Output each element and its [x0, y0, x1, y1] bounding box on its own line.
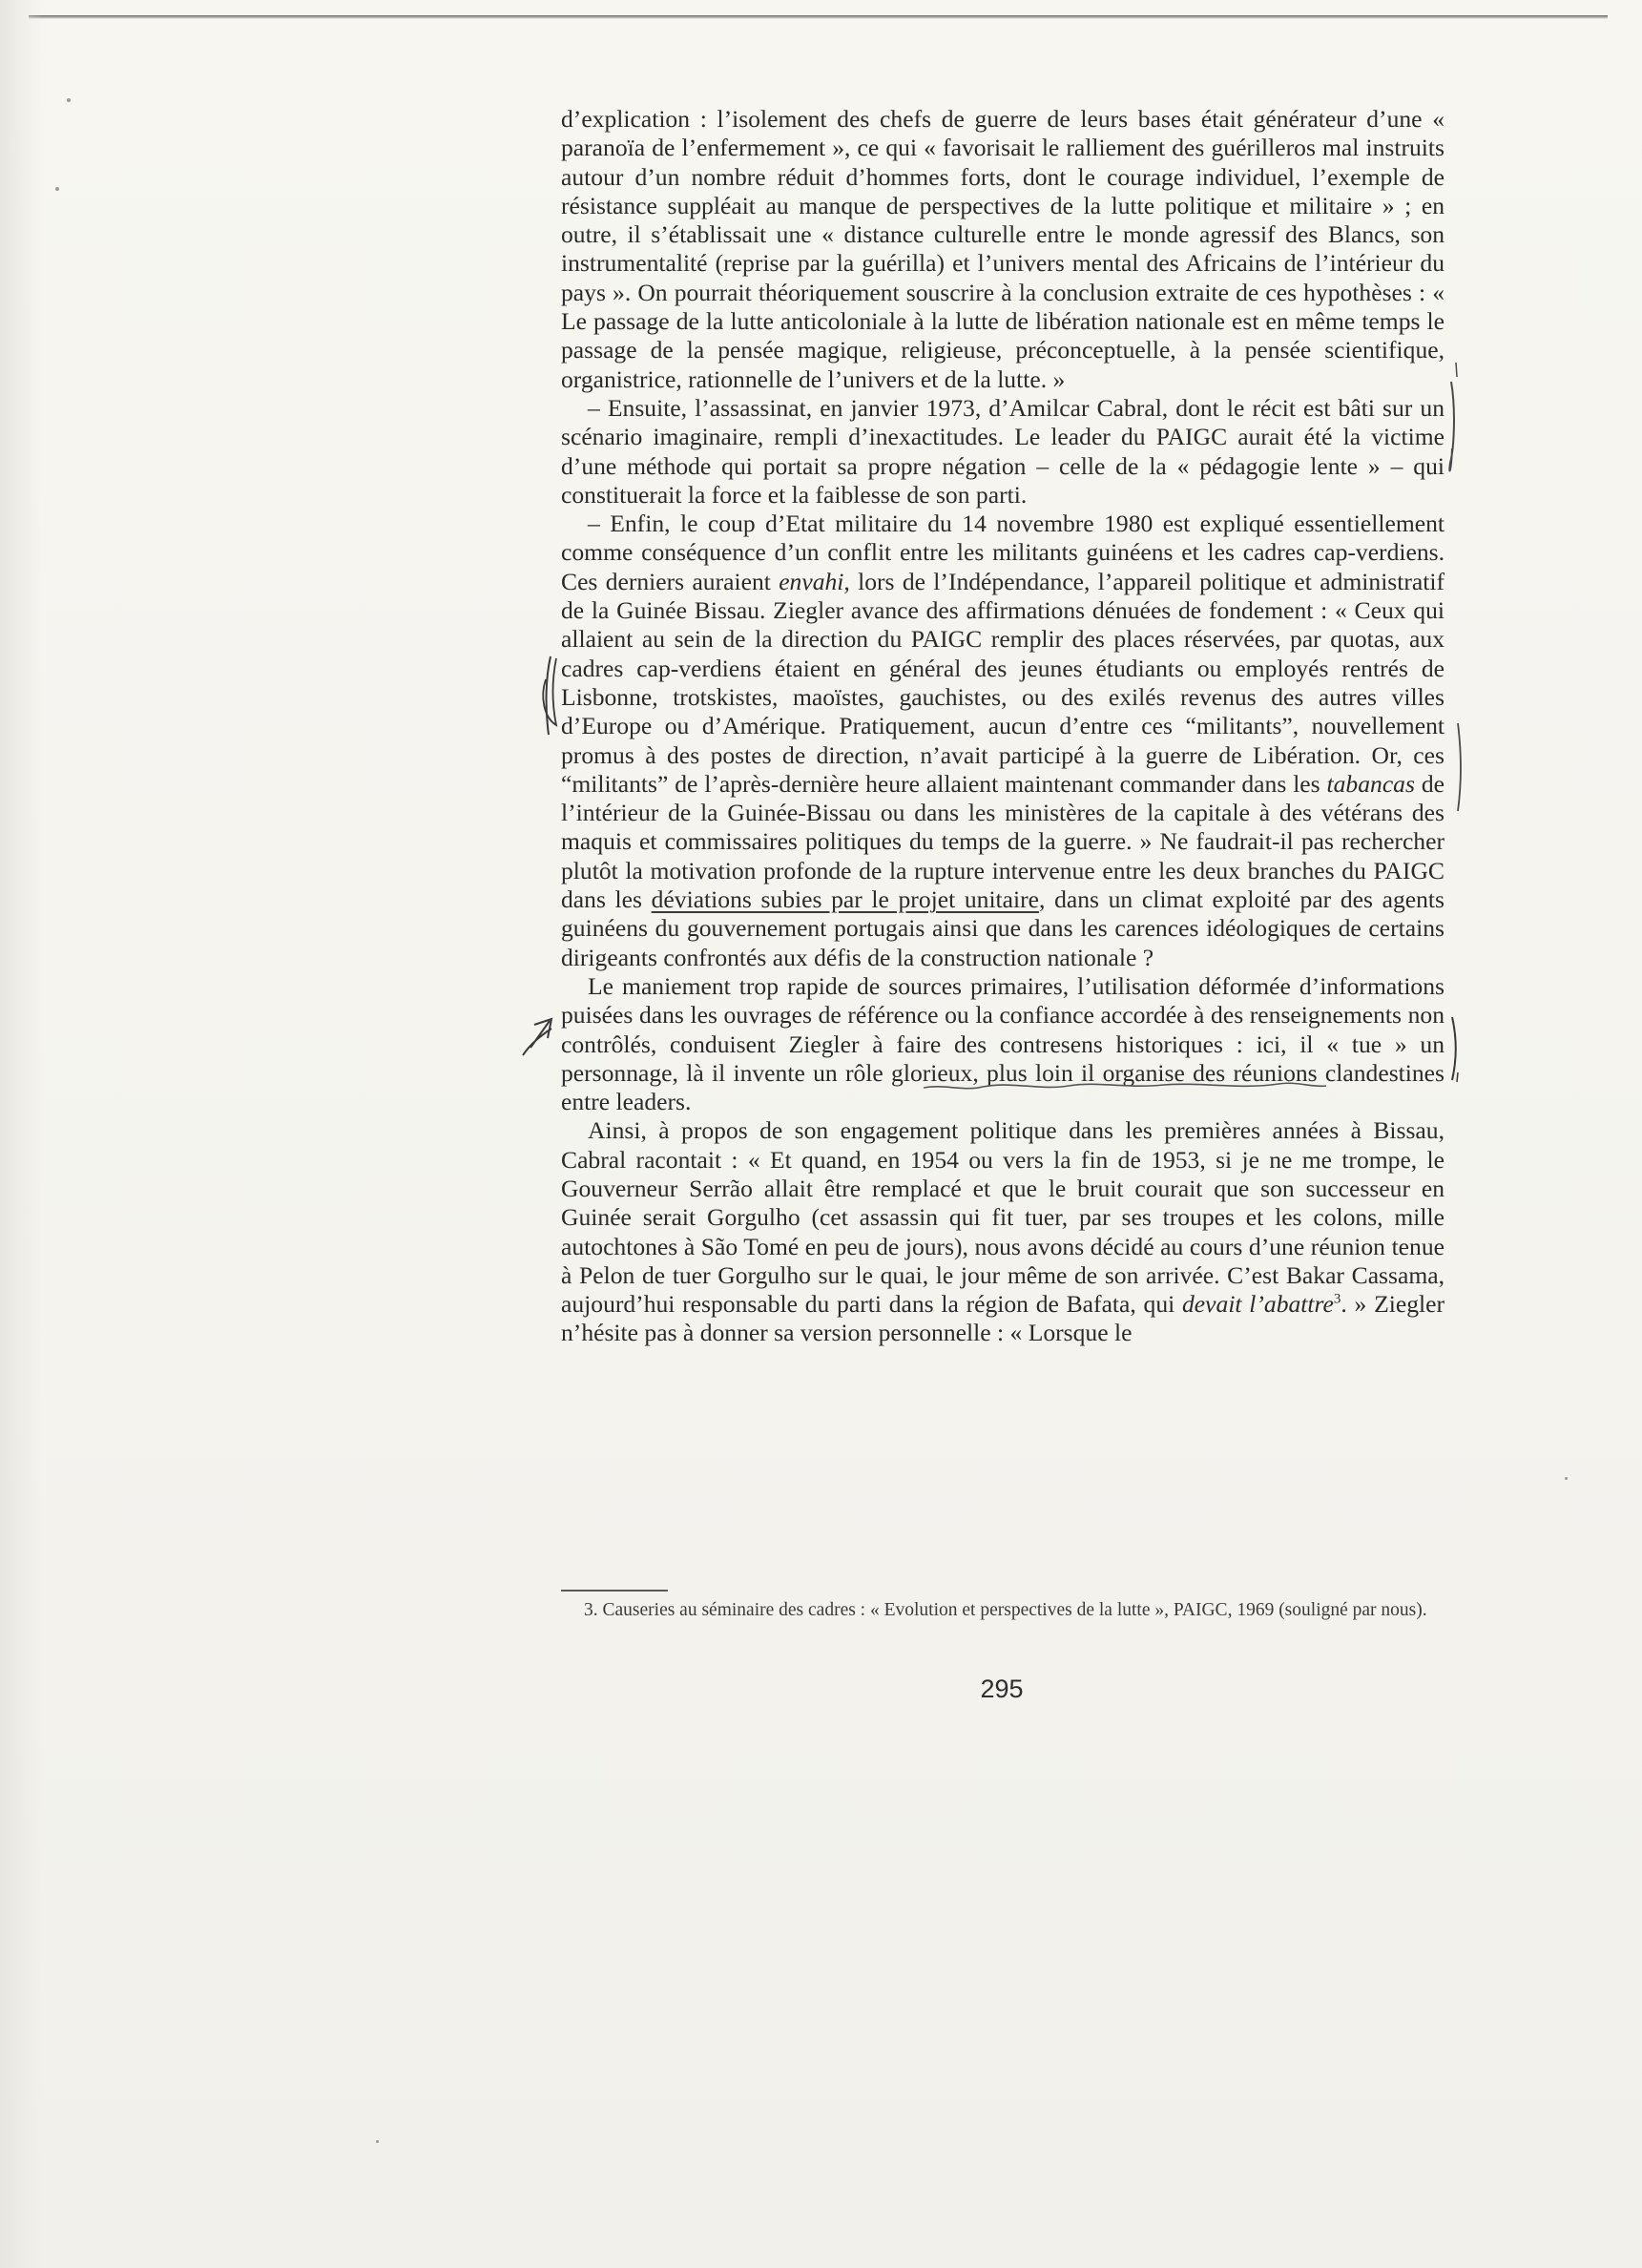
paper-speck — [1565, 1477, 1568, 1480]
paper-speck — [376, 2140, 379, 2143]
margin-bracket-right-2 — [1458, 723, 1461, 811]
page-number: 295 — [980, 1675, 1024, 1703]
paragraph-5-text-b: . » Ziegler n’hésite pas à donner sa version personnelle : « Lorsque le — [561, 1290, 1445, 1347]
margin-bracket-right-1 — [1449, 382, 1454, 470]
footnote-text: 3. Causeries au séminaire des cadres : « Evolution et perspectives de la lutte », PAIGC, 1969 (souligné par nous). — [584, 1600, 1427, 1620]
italic-envahi: envahi, — [779, 567, 850, 595]
margin-tick-right-3 — [1457, 1072, 1458, 1082]
page-top-edge — [29, 15, 1608, 19]
paragraph-3-text-c: de l’intérieur de la Guinée-Bissau ou dans les ministères de la capitale à des vétérans des maquis et commissaires politiques du temps de la guerre. » Ne faudrait-il pas rechercher plutôt la motivation profonde de la rupture intervenue entre les deux branches du PAIGC dans les — [561, 769, 1445, 914]
underlined-phrase: déviations subies par le projet unitaire — [651, 885, 1040, 914]
paragraph-2: – Ensuite, l’assassinat, en janvier 1973, d’Amilcar Cabral, dont le récit est bâti sur un scénario imaginaire, rempli d’inexactitudes. Le leader du PAIGC aurait été la victime d’une méthode qui portait sa propre négation – celle de la « pédagogie lente » – qui constituerait la force et la faiblesse de son parti. — [561, 393, 1445, 509]
footnote — [561, 1599, 1445, 1622]
page-left-shadow — [0, 0, 42, 2268]
paragraph-5-text-a: Ainsi, à propos de son engagement politique dans les premières années à Bissau, Cabral racontait : « Et quand, en 1954 ou vers la fin de 1953, si je ne me trompe, le Gouverneur Serrão allait être remplacé et que le bruit courait que son successeur en Guinée serait Gorgulho (cet assassin qui fit tuer, par ses troupes et les colons, mille autochtones à São Tomé en peu de jours), nous avons décidé au cours d’une réunion tenue à Pelon de tuer Gorgulho sur le quai, le jour même de son arrivée. C’est Bakar Cassama, aujourd’hui responsable du parti dans la région de Bafata, qui — [561, 1116, 1445, 1319]
margin-bracket-right-3 — [1452, 1017, 1456, 1080]
paragraph-3-text-a: – Enfin, le coup d’Etat militaire du 14 novembre 1980 est expliqué essentiellement comme conséquence d’un conflit entre les militants guinéens et les cadres cap-verdiens. Ces derniers auraient — [561, 510, 1445, 595]
paper-speck — [67, 98, 71, 102]
paragraph-3-text-d: , dans un climat exploité par des agents guinéens du gouvernement portugais ainsi que dans les carences idéologiques de certains dirigeants confrontés aux défis de la construction nationale ? — [561, 885, 1445, 971]
margin-bracket-right-1b — [1456, 363, 1457, 377]
italic-devait-labattre: devait l’abattre — [1182, 1290, 1334, 1319]
paragraph-3-text-b: lors de l’Indépendance, l’appareil politique et administratif de la Guinée Bissau. Ziegler avance des affirmations dénuées de fondement : « Ceux qui allaient au sein de la direction du PAIGC remplir des places réservées, par quotas, aux cadres cap-verdiens étaient en général des jeunes étudiants ou employés rentrés de Lisbonne, trotskistes, maoïstes, gauchistes, ou des exilés revenus des autres villes d’Europe ou d’Amérique. Pratiquement, aucun d’entre ces “militants”, nouvellement promus à des postes de direction, n’avait participé à la guerre de Libération. Or, ces “militants” de l’après-dernière heure allaient maintenant commander dans les — [561, 567, 1445, 798]
paragraph-3 — [561, 510, 1445, 972]
paper-speck — [55, 187, 59, 191]
footnote-reference[interactable]: 3 — [1333, 1291, 1341, 1307]
paragraph-5 — [561, 1116, 1445, 1347]
paragraph-4: Le maniement trop rapide de sources primaires, l’utilisation déformée d’informations puisées dans les ouvrages de référence ou la confiance accordée à des renseignements non contrôlés, conduisent Ziegler à faire des contresens historiques : ici, il « tue » un personnage, là il invente un rôle glorieux, plus loin il organise des réunions clandestines entre leaders. — [561, 971, 1445, 1116]
margin-bracket-left-1b — [543, 658, 556, 725]
paragraph-1: d’explication : l’isolement des chefs de guerre de leurs bases était générateur d’une « paranoïa de l’enfermement », ce qui « favorisait le ralliement des guérilleros mal instruits autour d’un nombre réduit d’hommes forts, dont le courage individuel, l’exemple de résistance suppléait au manque de perspectives de la lutte politique et militaire » ; en outre, il s’établissait une « distance culturelle entre le monde agressif des Blancs, son instrumentalité (reprise par la guérilla) et l’univers mental des Africains de l’intérieur du pays ». On pourrait théoriquement souscrire à la conclusion extraite de ces hypothèses : « Le passage de la lutte anticoloniale à la lutte de libération nationale est en même temps le passage de la pensée magique, religieuse, préconceptuelle, à la pensée scientifique, organistrice, rationnelle de l’univers et de la lutte. » — [561, 105, 1445, 393]
italic-tabancas: tabancas — [1326, 769, 1415, 798]
footnote-separator — [561, 1590, 668, 1592]
margin-arrow-mark — [523, 1019, 551, 1055]
margin-bracket-left-1 — [547, 656, 551, 735]
body-text — [561, 105, 1445, 1348]
